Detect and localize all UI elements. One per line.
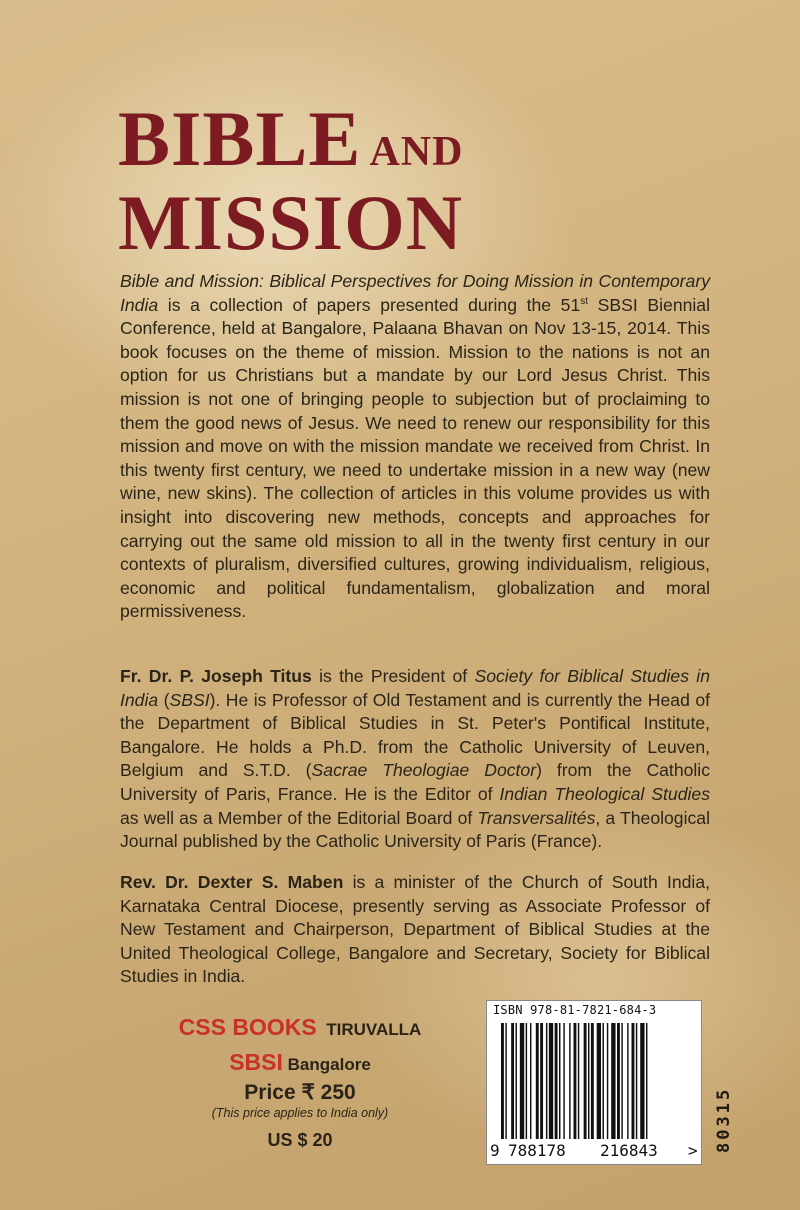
price-value: ₹ 250 bbox=[301, 1081, 356, 1104]
author1-italic-3: Sacrae Theologiae Doctor bbox=[311, 760, 537, 781]
isbn-number: ISBN 978-81-7821-684-3 bbox=[493, 1003, 657, 1017]
author1-italic-5: Transversalités bbox=[477, 807, 596, 828]
barcode-bar bbox=[516, 1023, 517, 1139]
barcode-bar bbox=[611, 1023, 615, 1139]
author1-text-5: as well as a Member of the Editorial Board of bbox=[120, 807, 478, 828]
barcode-bar bbox=[640, 1023, 644, 1139]
price-note: (This price applies to India only) bbox=[211, 1106, 389, 1120]
barcode-bar bbox=[511, 1023, 514, 1139]
barcode-bar bbox=[555, 1023, 558, 1139]
price bbox=[150, 1080, 450, 1105]
title-and: AND bbox=[369, 129, 464, 175]
barcode-digit-end: > bbox=[688, 1141, 698, 1160]
barcode-bar bbox=[621, 1023, 622, 1139]
barcode-bar bbox=[584, 1023, 587, 1139]
author1-text-1: is the President of bbox=[311, 666, 475, 686]
isbn-barcode bbox=[486, 1000, 702, 1165]
barcode-bar bbox=[526, 1023, 527, 1139]
author1-text-4: ) from the Catholic University of Paris, France. He is the Editor of bbox=[120, 760, 711, 804]
barcode-bar bbox=[617, 1023, 620, 1139]
barcode-bar bbox=[603, 1023, 604, 1139]
description-book-title: Bible and Mission: Biblical Perspectives for Doing Mission in Contemporary India bbox=[120, 271, 710, 315]
barcode-bar bbox=[505, 1023, 506, 1139]
barcode-bar bbox=[636, 1023, 637, 1139]
author2-text: is a minister of the Church of South India, Karnataka Central Diocese, presently serving as Associate Professor of New Testament and Chairperson, Department of Biblical Studies at the United Theological College, Bangalore and Secretary, Society for Biblical Studies in India. bbox=[120, 872, 710, 987]
copublisher-city: Bangalore bbox=[287, 1055, 371, 1074]
author1-italic-4: Indian Theological Studies bbox=[499, 783, 710, 804]
barcode-bar bbox=[591, 1023, 594, 1139]
ordinal-suffix: st bbox=[580, 295, 589, 307]
barcode-digit-group1: 788178 bbox=[508, 1141, 566, 1160]
publisher-line bbox=[150, 1014, 450, 1041]
description-text-b: SBSI Biennial Conference, held at Bangalore, Palaana Bhavan on Nov 13-15, 2014. This book focuses on the theme of mission. Mission to the nations is not an option for us Christians but a mandate by our Lord Jesus Christ. This mission is not one of bringing people to subjection but of proclaiming to them the good news of Jesus. We need to renew our responsibility for this mission and move on with the mission mandate we received from Christ. In this twenty first century, we need to undertake mission in a new way (new wine, new skins). The collection of articles in this volume provides us with insight into discovering new methods, concepts and approaches for carrying out the same old mission to all in the twenty first century in our contexts of pluralism, diversified cultures, growing individualism, religious, economic and political fundamentalism, globalization and moral permissiveness. bbox=[120, 294, 710, 622]
barcode-digit-group2: 216843 bbox=[600, 1141, 658, 1160]
barcode-bar bbox=[588, 1023, 589, 1139]
price-code-vertical bbox=[712, 1055, 738, 1155]
publisher-block bbox=[150, 1014, 450, 1151]
author1-text-6: , a Theological Journal published by the Catholic University of Paris (France). bbox=[120, 807, 710, 852]
copublisher-name: SBSI bbox=[229, 1049, 283, 1075]
barcode-bar bbox=[632, 1023, 635, 1139]
price-label: Price bbox=[244, 1081, 296, 1104]
author1-name: Fr. Dr. P. Joseph Titus bbox=[120, 666, 312, 686]
barcode-bar bbox=[607, 1023, 608, 1139]
title-bible: BIBLE bbox=[118, 95, 362, 182]
publisher-name: CSS BOOKS bbox=[178, 1014, 317, 1040]
barcode-bar bbox=[563, 1023, 564, 1139]
publisher-city: TIRUVALLA bbox=[326, 1020, 422, 1039]
barcode-bar bbox=[501, 1023, 504, 1139]
author1-italic-2: SBSI bbox=[169, 689, 210, 710]
author1-text-2: ( bbox=[158, 689, 170, 710]
description-text-a: is a collection of papers presented during the 51 bbox=[158, 294, 581, 315]
book-title bbox=[118, 95, 464, 266]
title-mission: MISSION bbox=[118, 179, 464, 266]
barcode-bar bbox=[559, 1023, 560, 1139]
barcode-bar bbox=[646, 1023, 647, 1139]
barcode-bar bbox=[597, 1023, 601, 1139]
author2-bio bbox=[120, 871, 710, 989]
barcode-bars bbox=[501, 1023, 687, 1139]
barcode-digit-first: 9 bbox=[490, 1141, 500, 1160]
author1-text-3: ). He is Professor of Old Testament and is currently the Head of the Department of Biblical Studies in St. Peter's Pontifical Institute, Bangalore. He holds a Ph.D. from the Catholic University of Leuven, Belgium and S.T.D. ( bbox=[120, 689, 710, 781]
barcode-bar bbox=[540, 1023, 543, 1139]
price-code-text: 80315 bbox=[714, 1086, 734, 1153]
copublisher-line bbox=[150, 1049, 450, 1076]
barcode-bar bbox=[536, 1023, 539, 1139]
barcode-bar bbox=[520, 1023, 524, 1139]
author1-bio bbox=[120, 665, 710, 854]
barcode-bar bbox=[578, 1023, 579, 1139]
barcode-bar bbox=[574, 1023, 577, 1139]
barcode-bar bbox=[546, 1023, 547, 1139]
usd-price: US $ 20 bbox=[267, 1130, 333, 1150]
book-description bbox=[120, 270, 710, 624]
barcode-bar bbox=[627, 1023, 628, 1139]
author1-italic-1: Society for Biblical Studies in India bbox=[120, 666, 710, 710]
barcode-bar bbox=[569, 1023, 570, 1139]
barcode-bar bbox=[549, 1023, 553, 1139]
author2-name: Rev. Dr. Dexter S. Maben bbox=[120, 872, 344, 892]
barcode-bar bbox=[530, 1023, 531, 1139]
